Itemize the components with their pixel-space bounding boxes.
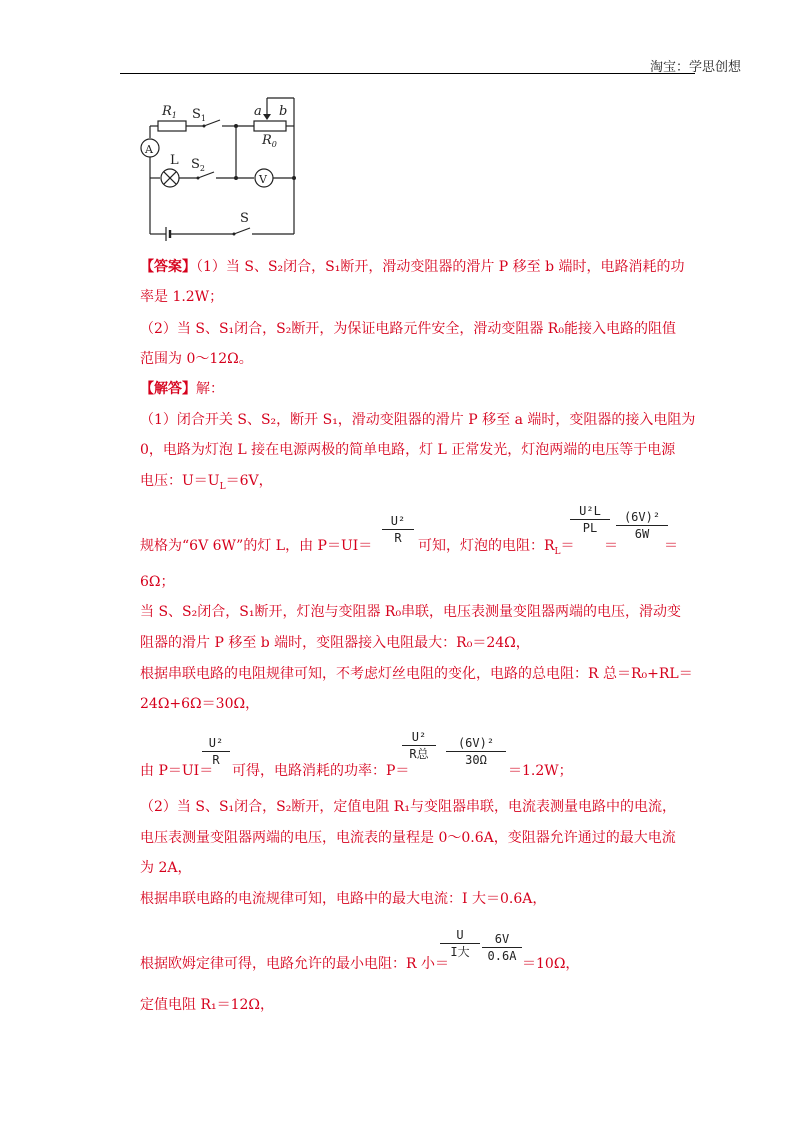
solution-p4-b: 可得，电路消耗的功率：P＝ (232, 763, 410, 779)
label-s1: $S_1$ (192, 107, 206, 123)
label-lamp: L (170, 153, 179, 168)
solution-p1-l1: （1）闭合开关 S、S₂，断开 S₁，滑动变阻器的滑片 P 移至 a 端时，变阻器的接入电阻为 (140, 412, 696, 428)
solution-p8: 定值电阻 R₁＝12Ω， (140, 997, 275, 1013)
solution-p5-l2: 电压表测量变阻器两端的电压，电流表的量程是 0～0.6A，变阻器允许通过的最大电流 (140, 830, 676, 846)
formula-u-over-imax: U I大 (440, 928, 480, 959)
answer-line-4: 范围为 0～12Ω。 (140, 351, 253, 367)
answer-line-1: 【答案】（1）当 S、S₂闭合，S₁断开，滑动变阻器的滑片 P 移至 b 端时，电路消耗的功 (140, 259, 685, 275)
formula-6v2-over-30ohm: (6V)² 30Ω (446, 736, 506, 767)
label-r0: $R_0$ (262, 133, 277, 149)
solution-p2-b: 可知，灯泡的电阻：$R_L=$ (418, 538, 575, 557)
solution-p7-a: 根据欧姆定律可得，电路允许的最小电阻：R 小＝ (140, 956, 449, 972)
formula-rl-ul2-over-pl: U²L PL (570, 504, 610, 535)
solution-p4-end: ＝1.2W； (508, 763, 573, 779)
solution-p5-l3: 为 2A， (140, 860, 192, 876)
label-voltmeter: V (259, 173, 267, 186)
solution-p2-end: 6Ω； (140, 574, 175, 590)
solution-p1-l2: 0，电路为灯泡 L 接在电源两极的简单电路，灯 L 正常发光，灯泡两端的电压等于电源 (140, 442, 676, 458)
label-ammeter: A (145, 143, 153, 156)
solution-p5-l1: （2）当 S、S₁闭合，S₂断开，定值电阻 R₁与变阻器串联，电流表测量电路中的电流， (140, 799, 676, 815)
solution-p1-l3: 电压：$U=U_L=6V$， (140, 473, 273, 492)
solution-p3-l1: 当 S、S₂闭合，S₁断开，灯泡与变阻器 R₀串联，电压表测量变阻器两端的电压，滑动变 (140, 604, 682, 620)
solution-p7-end: ＝10Ω， (522, 956, 580, 972)
label-a: a (254, 104, 262, 119)
solution-p2-a: 规格为“6V 6W”的灯 L，由 P＝UI＝ (140, 538, 373, 554)
solution-p3-l3: 根据串联电路的电阻规律可知，不考虑灯丝电阻的变化，电路的总电阻：R 总＝R₀+RL＝ (140, 666, 693, 682)
formula-u2-over-rtotal: U² R总 (402, 730, 436, 761)
header-divider (120, 73, 695, 74)
circuit-diagram (136, 96, 301, 246)
solution-p2-eq2: ＝ (664, 538, 678, 554)
label-s2: $S_2$ (191, 157, 205, 173)
formula-6v-over-06a: 6V 0.6A (482, 932, 522, 963)
label-s: S (240, 211, 249, 226)
answer-line-2: 率是 1.2W； (140, 289, 224, 305)
formula-p-u2-over-r-2: U² R (202, 736, 230, 767)
solution-p6: 根据串联电路的电流规律可知，电路中的最大电流：I 大＝0.6A， (140, 891, 547, 907)
label-b: b (279, 104, 288, 119)
answer-line-3: （2）当 S、S₁闭合，S₂断开，为保证电路元件安全，滑动变阻器 R₀能接入电路的阻值 (140, 321, 676, 337)
solution-p3-l2: 阻器的滑片 P 移至 b 端时，变阻器接入电阻最大：R₀＝24Ω， (140, 635, 530, 651)
solution-heading: 【解答】解： (140, 381, 224, 397)
formula-p-u2-over-r: U² R (382, 514, 414, 545)
solution-p2-eq: ＝ (604, 538, 618, 554)
solution-p4-a: 由 P＝UI＝ (140, 763, 214, 779)
solution-p3-l4: 24Ω+6Ω＝30Ω， (140, 696, 260, 712)
page-header-source: 淘宝：学思创想 (650, 60, 742, 75)
label-r1: $R_1$ (162, 104, 177, 120)
formula-6v2-over-6w: (6V)² 6W (616, 510, 668, 541)
